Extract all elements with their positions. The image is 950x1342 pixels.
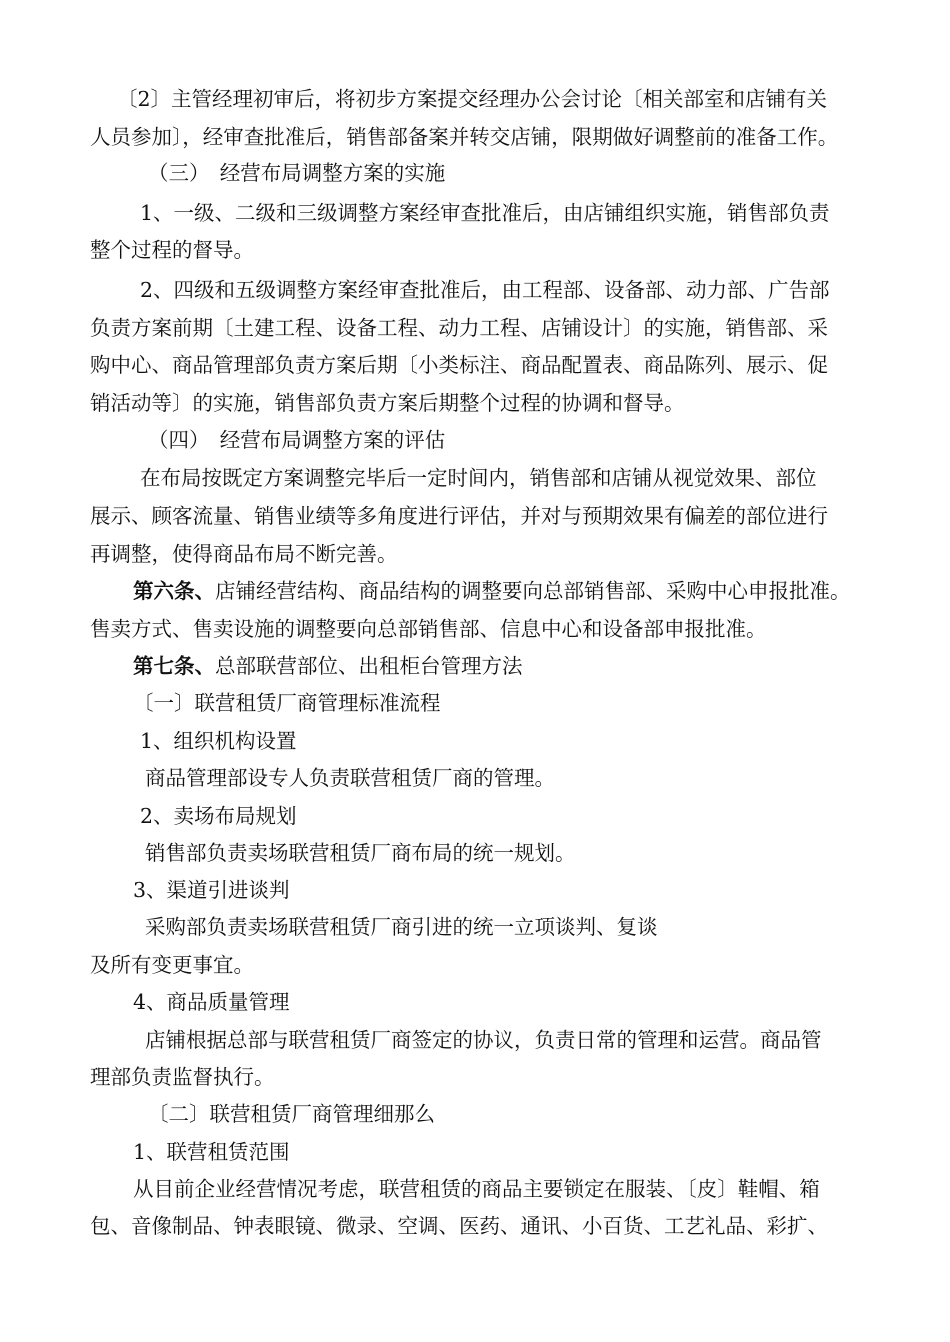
text-line: 从目前企业经营情况考虑，联营租赁的商品主要锁定在服装、〔皮〕鞋帽、箱 [133, 1177, 820, 1201]
article-seven-line [133, 653, 523, 679]
text-line: 商品管理部设专人负责联营租赁厂商的管理。 [145, 766, 555, 790]
article-seven-heading: 第七条、 [133, 654, 215, 678]
text-line: 人员参加〕，经审查批准后，销售部备案并转交店铺，限期做好调整前的准备工作。 [90, 125, 839, 149]
text-line: 1、组织机构设置 [140, 729, 297, 753]
text-line: 采购部负责卖场联营租赁厂商引进的统一立项谈判、复谈 [145, 915, 658, 939]
text-line: 再调整，使得商品布局不断完善。 [90, 542, 398, 566]
text-line: 购中心、商品管理部负责方案后期〔小类标注、商品配置表、商品陈列、展示、促 [90, 353, 828, 377]
text-line: 店铺根据总部与联营租赁厂商签定的协议，负责日常的管理和运营。商品管 [145, 1028, 822, 1052]
text-line: 整个过程的督导。 [90, 238, 254, 262]
text-line: 理部负责监督执行。 [90, 1065, 275, 1089]
text-line: 及所有变更事宜。 [90, 953, 254, 977]
article-six-line [133, 578, 851, 604]
text-line: 1、一级、二级和三级调整方案经审查批准后，由店铺组织实施，销售部负责 [140, 201, 830, 225]
section-heading: （四） 经营布局调整方案的评估 [148, 428, 446, 452]
text-line: 2、四级和五级调整方案经审查批准后，由工程部、设备部、动力部、广告部 [140, 278, 830, 302]
text-line: 1、联营租赁范围 [133, 1140, 290, 1164]
text-line: 负责方案前期〔土建工程、设备工程、动力工程、店铺设计〕的实施，销售部、采 [90, 316, 828, 340]
text-line: 包、音像制品、钟表眼镜、微录、空调、医药、通讯、小百货、工艺礼品、彩扩、 [90, 1214, 828, 1238]
text-line: 4、商品质量管理 [133, 990, 290, 1014]
article-six-heading: 第六条、 [133, 579, 215, 603]
article-six-text: 店铺经营结构、商品结构的调整要向总部销售部、采购中心申报批准。 [215, 579, 851, 603]
text-line: 售卖方式、售卖设施的调整要向总部销售部、信息中心和设备部申报批准。 [90, 617, 767, 641]
article-seven-text: 总部联营部位、出租柜台管理方法 [215, 654, 523, 678]
section-heading: （三） 经营布局调整方案的实施 [148, 161, 446, 185]
text-line: 销售部负责卖场联营租赁厂商布局的统一规划。 [145, 841, 576, 865]
text-line: 2、卖场布局规划 [140, 804, 297, 828]
text-line: 销活动等〕的实施，销售部负责方案后期整个过程的协调和督导。 [90, 391, 685, 415]
text-line: 在布局按既定方案调整完毕后一定时间内，销售部和店铺从视觉效果、部位 [140, 466, 817, 490]
text-line: 3、渠道引进谈判 [133, 878, 290, 902]
section-heading: 〔一〕联营租赁厂商管理标准流程 [133, 691, 441, 715]
section-heading: 〔二〕联营租赁厂商管理细那么 [148, 1102, 435, 1126]
text-line: 展示、顾客流量、销售业绩等多角度进行评估，并对与预期效果有偏差的部位进行 [90, 504, 828, 528]
text-line: 〔2〕主管经理初审后，将初步方案提交经理办公会讨论〔相关部室和店铺有关 [117, 87, 828, 111]
